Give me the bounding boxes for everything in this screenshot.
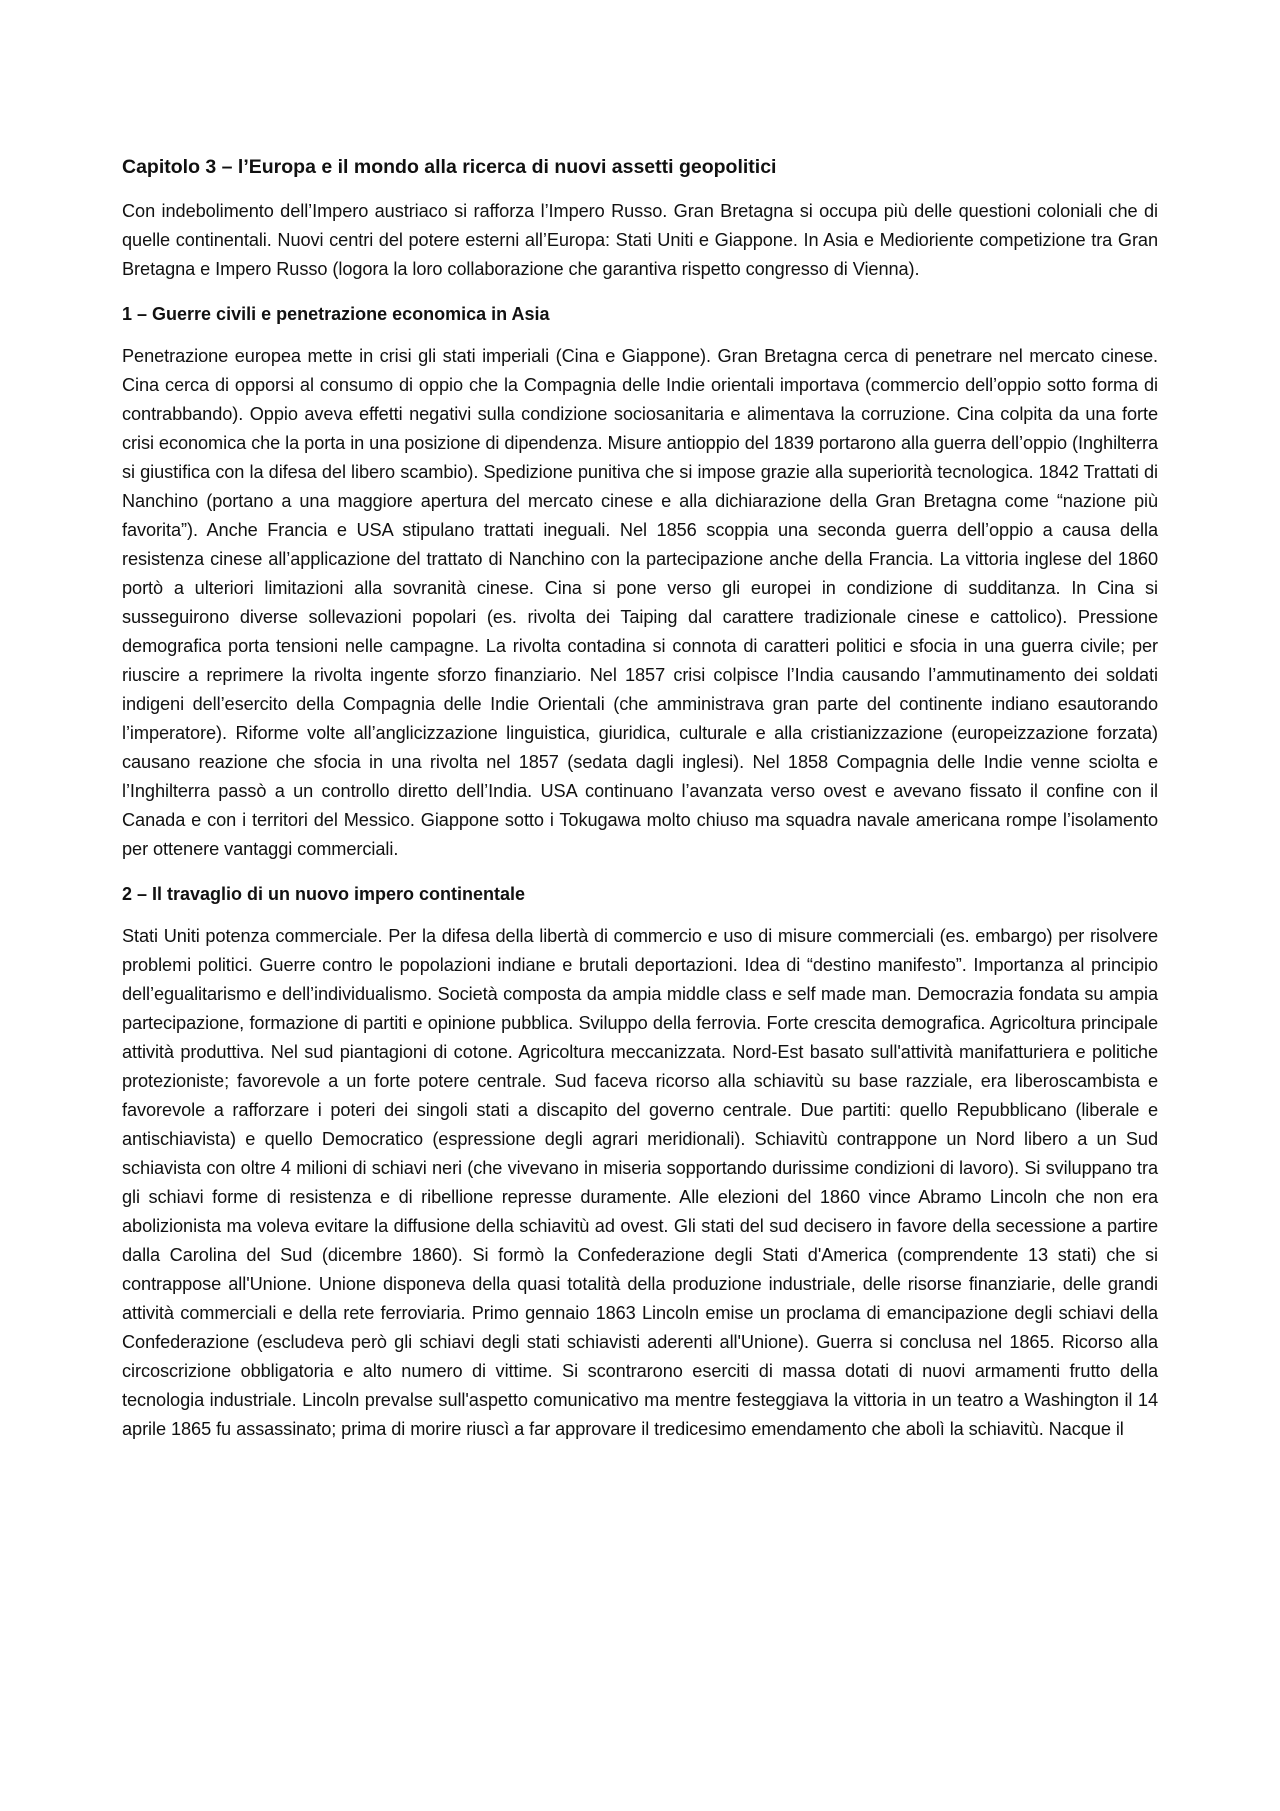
- section-1-heading: 1 – Guerre civili e penetrazione economica in Asia: [122, 304, 550, 324]
- intro-paragraph: Con indebolimento dell’Impero austriaco si rafforza l’Impero Russo. Gran Bretagna si occupa più delle questioni coloniali che di quelle continentali. Nuovi centri del potere esterni all’Europa: Stati Uniti e Giappone. In Asia e Medioriente competizione tra Gran Bretagna e Impero Russo (logora la loro collaborazione che garantiva rispetto congresso di Vienna).: [122, 201, 1158, 279]
- section-2-heading: 2 – Il travaglio di un nuovo impero continentale: [122, 884, 526, 904]
- chapter-title: Capitolo 3 – l’Europa e il mondo alla ricerca di nuovi assetti geopolitici: [122, 156, 777, 178]
- section-2-paragraph: Stati Uniti potenza commerciale. Per la difesa della libertà di commercio e uso di misure commerciali (es. embargo) per risolvere problemi politici. Guerre contro le popolazioni indiane e brutali deportazioni. Idea di “destino manifesto”. Importanza al principio dell’egualitarismo e dell’individualismo. Società composta da ampia middle class e self made man. Democrazia fondata su ampia partecipazione, formazione di partiti e opinione pubblica. Sviluppo della ferrovia. Forte crescita demografica. Agricoltura principale attività produttiva. Nel sud piantagioni di cotone. Agricoltura meccanizzata. Nord-Est basato sull'attività manifatturiera e politiche protezioniste; favorevole a un forte potere centrale. Sud faceva ricorso alla schiavitù su base razziale, era liberoscambista e favorevole a rafforzare i poteri dei singoli stati a discapito del governo centrale. Due partiti: quello Repubblicano (liberale e antischiavista) e quello Democratico (espressione degli agrari meridionali). Schiavitù contrappone un Nord libero a un Sud schiavista con oltre 4 milioni di schiavi neri (che vivevano in miseria sopportando durissime condizioni di lavoro). Si sviluppano tra gli schiavi forme di resistenza e di ribellione represse duramente. Alle elezioni del 1860 vince Abramo Lincoln che non era abolizionista ma voleva evitare la diffusione della schiavitù ad ovest. Gli stati del sud decisero in favore della secessione a partire dalla Carolina del Sud (dicembre 1860). Si formò la Confederazione degli Stati d'America (comprendente 13 stati) che si contrappose all'Unione. Unione disponeva della quasi totalità della produzione industriale, delle risorse finanziarie, delle grandi attività commerciali e della rete ferroviaria. Primo gennaio 1863 Lincoln emise un proclama di emancipazione degli schiavi della Confederazione (escludeva però gli schiavi degli stati schiavisti aderenti all'Unione). Guerra si conclusa nel 1865. Ricorso alla circoscrizione obbligatoria e alto numero di vittime. Si scontrarono eserciti di massa dotati di nuovi armamenti frutto della tecnologia industriale. Lincoln prevalse sull'aspetto comunicativo ma mentre festeggiava la vittoria in un teatro a Washington il 14 aprile 1865 fu assassinato; prima di morire riuscì a far approvare il tredicesimo emendamento che abolì la schiavitù. Nacque il: [122, 926, 1158, 1439]
- document-page: [122, 155, 1158, 1444]
- section-1-paragraph: Penetrazione europea mette in crisi gli stati imperiali (Cina e Giappone). Gran Bretagna cerca di penetrare nel mercato cinese. Cina cerca di opporsi al consumo di oppio che la Compagnia delle Indie orientali importava (commercio dell’oppio sotto forma di contrabbando). Oppio aveva effetti negativi sulla condizione sociosanitaria e alimentava la corruzione. Cina colpita da una forte crisi economica che la porta in una posizione di dipendenza. Misure antioppio del 1839 portarono alla guerra dell’oppio (Inghilterra si giustifica con la difesa del libero scambio). Spedizione punitiva che si impose grazie alla superiorità tecnologica. 1842 Trattati di Nanchino (portano a una maggiore apertura del mercato cinese e alla dichiarazione della Gran Bretagna come “nazione più favorita”). Anche Francia e USA stipulano trattati ineguali. Nel 1856 scoppia una seconda guerra dell’oppio a causa della resistenza cinese all’applicazione del trattato di Nanchino con la partecipazione anche della Francia. La vittoria inglese del 1860 portò a ulteriori limitazioni alla sovranità cinese. Cina si pone verso gli europei in condizione di sudditanza. In Cina si susseguirono diverse sollevazioni popolari (es. rivolta dei Taiping dal carattere tradizionale cinese e cattolico). Pressione demografica porta tensioni nelle campagne. La rivolta contadina si connota di caratteri politici e sfocia in una guerra civile; per riuscire a reprimere la rivolta ingente sforzo finanziario. Nel 1857 crisi colpisce l’India causando l’ammutinamento dei soldati indigeni dell’esercito della Compagnia delle Indie Orientali (che amministrava gran parte del continente indiano esautorando l’imperatore). Riforme volte all’anglicizzazione linguistica, giuridica, culturale e alla cristianizzazione (europeizzazione forzata) causano reazione che sfocia in una rivolta nel 1857 (sedata dagli inglesi). Nel 1858 Compagnia delle Indie venne sciolta e l’Inghilterra passò a un controllo diretto dell’India. USA continuano l’avanzata verso ovest e avevano fissato il confine con il Canada e con i territori del Messico. Giappone sotto i Tokugawa molto chiuso ma squadra navale americana rompe l’isolamento per ottenere vantaggi commerciali.: [122, 346, 1158, 859]
